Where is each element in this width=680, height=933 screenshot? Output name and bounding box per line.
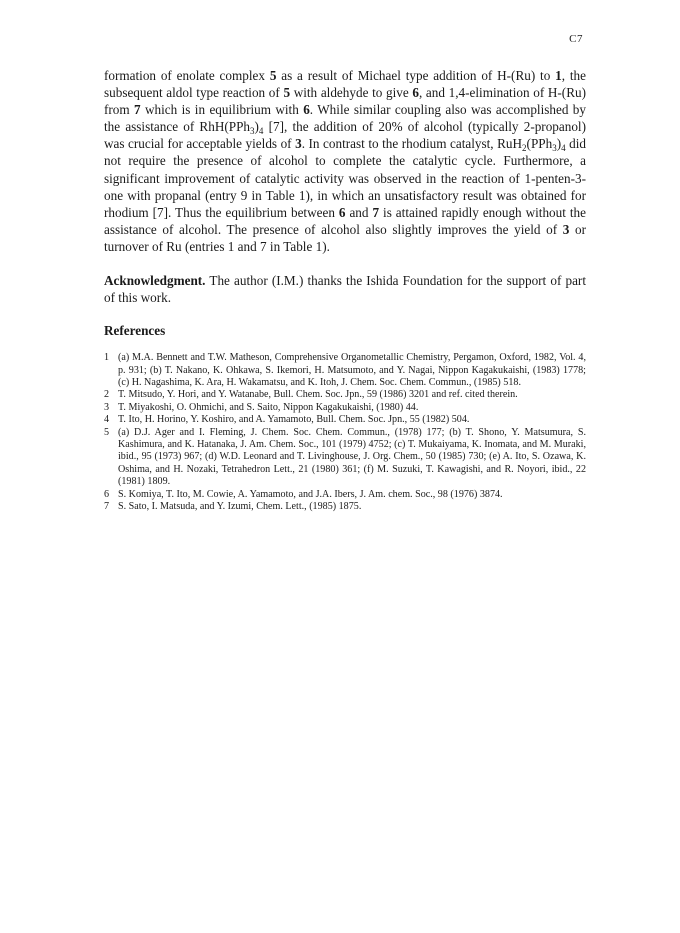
reference-text: (a) D.J. Ager and I. Fleming, J. Chem. Soc. Chem. Commun., (1978) 177; (b) T. Shono, Y. Matsumura, S. Kashimura, and K. Hatanaka, J. Am. Chem. Soc., 101 (1979) 4752; (c) T. Mukaiyama, K. Inomata, and M. Muraki, ibid., 95 (1973) 967; (d) W.D. Leonard and T. Livinghouse, J. Org. Chem., 50 (1985) 730; (e) A. Ito, S. Ozawa, K. Oshima, and H. Nozaki, Tetrahedron Lett., 21 (1980) 361; (f) M. Suzuki, T. Kawagishi, and R. Noyori, ibid., 22 (1981) 1809. xyxy=(118,426,586,488)
reference-text: S. Komiya, T. Ito, M. Cowie, A. Yamamoto, and J.A. Ibers, J. Am. chem. Soc., 98 (1976) 3874. xyxy=(118,488,503,500)
references-list xyxy=(104,352,586,513)
reference-number: 5 xyxy=(104,426,110,438)
reference-item xyxy=(104,489,586,501)
reference-text: T. Mitsudo, Y. Hori, and Y. Watanabe, Bull. Chem. Soc. Jpn., 59 (1986) 3201 and ref. cited therein. xyxy=(118,389,518,401)
reference-number: 3 xyxy=(104,401,110,413)
reference-item xyxy=(104,352,586,389)
reference-text: S. Sato, I. Matsuda, and Y. Izumi, Chem. Lett., (1985) 1875. xyxy=(118,501,362,513)
reference-item xyxy=(104,414,586,426)
acknowledgment-heading: Acknowledgment. xyxy=(104,273,206,289)
reference-number: 4 xyxy=(104,414,110,426)
reference-number: 2 xyxy=(104,389,110,401)
reference-text: (a) M.A. Bennett and T.W. Matheson, Comprehensive Organometallic Chemistry, Pergamon, Oxford, 1982, Vol. 4, p. 931; (b) T. Nakano, K. Ohkawa, S. Ikemori, H. Matsumoto, and Y. Nagai, Nippon Kagakukaishi, (1983) 1778; (c) H. Nagashima, K. Ara, H. Wakamatsu, and K. Itoh, J. Chem. Soc. Chem. Commun., (1985) 518. xyxy=(118,352,586,389)
article-content xyxy=(104,67,586,514)
reference-item xyxy=(104,501,586,513)
page-number: C7 xyxy=(569,33,583,45)
reference-item xyxy=(104,389,586,401)
reference-number: 7 xyxy=(104,501,110,513)
body-paragraph: formation of enolate complex 5 as a result of Michael type addition of H-(Ru) to 1, the subsequent aldol type reaction of 5 with aldehyde to give 6, and 1,4-elimination of H-(Ru) from 7 which is in equilibrium with 6. While similar coupling also was accomplished by the assistance of $RhH(PPh_3)_4$ [7], the addition of 20% of alcohol (typically 2-propanol) was crucial for acceptable yields of 3. In contrast to the rhodium catalyst, $RuH_2(PPh_3)_4$ did not require the presence of alcohol to complete the catalytic cycle. Furthermore, a significant improvement of catalytic activity was observed in the reaction of 1-penten-3-one with propanal (entry 9 in Table 1), in which an unsatisfactory result was obtained for rhodium [7]. Thus the equilibrium between 6 and 7 is attained rapidly enough without the assistance of alcohol. The presence of alcohol also slightly improves the yield of 3 or turnover of Ru (entries 1 and 7 in Table 1). xyxy=(104,68,586,254)
reference-item xyxy=(104,427,586,489)
reference-number: 1 xyxy=(104,352,110,364)
reference-text: T. Miyakoshi, O. Ohmichi, and S. Saito, Nippon Kagakukaishi, (1980) 44. xyxy=(118,401,419,413)
acknowledgment-paragraph xyxy=(104,272,586,306)
reference-item xyxy=(104,402,586,414)
reference-number: 6 xyxy=(104,488,110,500)
reference-text: T. Ito, H. Horino, Y. Koshiro, and A. Yamamoto, Bull. Chem. Soc. Jpn., 55 (1982) 504. xyxy=(118,414,470,426)
references-heading: References xyxy=(104,323,166,339)
acknowledgment-text: The author (I.M.) thanks the Ishida Foundation for the support of part of this work. xyxy=(104,273,586,306)
